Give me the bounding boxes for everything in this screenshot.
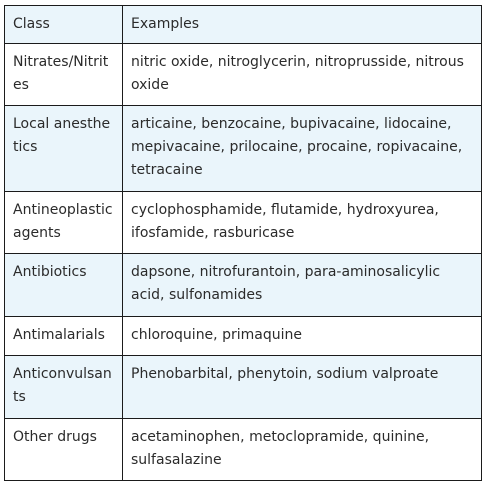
row-class-cell: Antibiotics (5, 254, 123, 316)
drug-class-table-container (4, 5, 481, 481)
header-examples: Examples (123, 6, 482, 44)
drug-class-table (4, 5, 482, 481)
row-class-cell: Anticonvulsants (5, 356, 123, 418)
table-row (5, 44, 482, 106)
header-class: Class (5, 6, 123, 44)
table-row (5, 192, 482, 254)
table-row (5, 254, 482, 316)
row-class-cell: Other drugs (5, 418, 123, 480)
row-examples-cell: cyclophosphamide, flutamide, hydroxyurea, ifosfamide, rasburicase (123, 192, 482, 254)
table-row (5, 316, 482, 355)
row-class-cell: Antimalarials (5, 316, 123, 355)
row-examples-cell: Phenobarbital, phenytoin, sodium valproate (123, 356, 482, 418)
row-class-cell: Antineoplastic agents (5, 192, 123, 254)
table-header-row (5, 6, 482, 44)
row-examples-cell: nitric oxide, nitroglycerin, nitroprusside, nitrous oxide (123, 44, 482, 106)
table-row (5, 106, 482, 192)
row-class-cell: Local anesthetics (5, 106, 123, 192)
row-examples-cell: articaine, benzocaine, bupivacaine, lidocaine, mepivacaine, prilocaine, procaine, ropivacaine, tetracaine (123, 106, 482, 192)
table-row (5, 418, 482, 480)
row-class-cell: Nitrates/Nitrites (5, 44, 123, 106)
table-row (5, 356, 482, 418)
row-examples-cell: dapsone, nitrofurantoin, para-aminosalicylic acid, sulfonamides (123, 254, 482, 316)
row-examples-cell: acetaminophen, metoclopramide, quinine, sulfasalazine (123, 418, 482, 480)
row-examples-cell: chloroquine, primaquine (123, 316, 482, 355)
